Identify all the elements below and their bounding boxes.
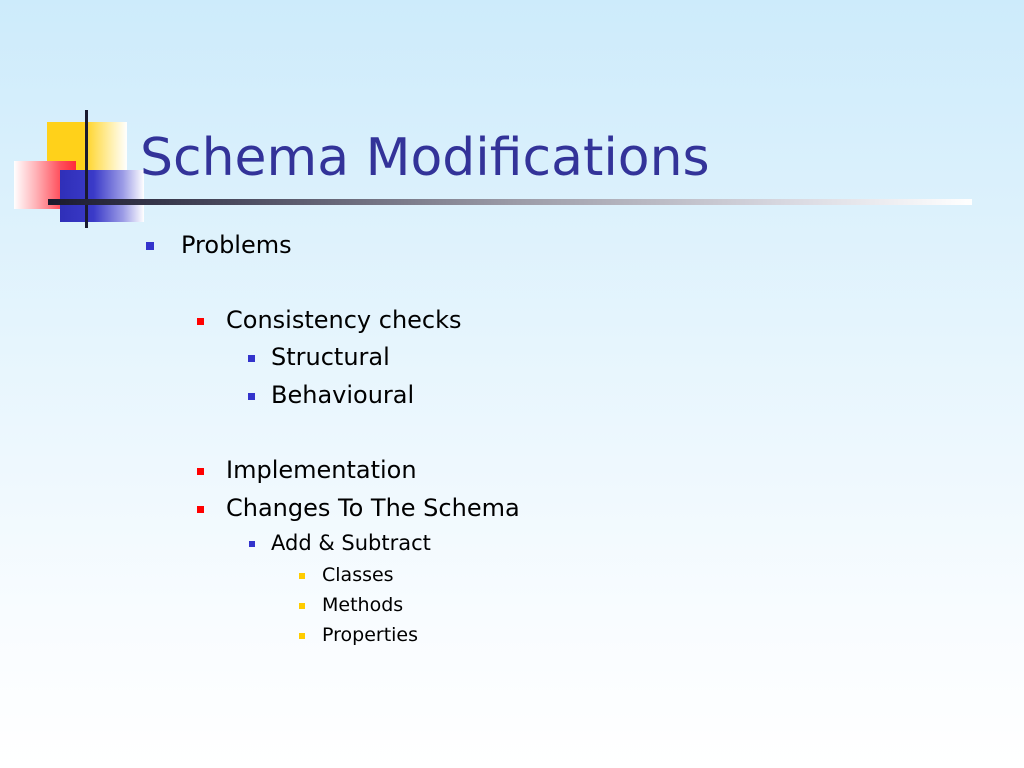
- bullet-add-subtract: [271, 531, 431, 555]
- square-bullet-icon: [197, 318, 204, 325]
- bullet-text: Methods: [322, 594, 404, 616]
- square-bullet-icon: [146, 242, 154, 250]
- bullet-text: Implementation: [226, 456, 417, 484]
- bullet-text: Behavioural: [271, 381, 415, 409]
- bullet-text: Structural: [271, 343, 390, 371]
- blue-square: [60, 170, 144, 222]
- bullet-changes-to-the-schema: [226, 494, 520, 522]
- bullet-methods: [322, 594, 403, 616]
- bullet-classes: [322, 564, 394, 586]
- bullet-problems: [181, 231, 292, 259]
- bullet-text: Problems: [181, 231, 292, 259]
- title-underline: [48, 199, 972, 205]
- bullet-properties: [322, 624, 418, 646]
- vertical-rule: [85, 110, 88, 228]
- square-bullet-icon: [299, 603, 305, 609]
- square-bullet-icon: [249, 541, 255, 547]
- bullet-text: Consistency checks: [226, 306, 462, 334]
- slide-title: Schema Modifications: [140, 128, 710, 188]
- bullet-behavioural: [271, 381, 414, 409]
- bullet-text: Properties: [322, 624, 419, 646]
- bullet-text: Changes To The Schema: [226, 494, 520, 522]
- bullet-structural: [271, 343, 390, 371]
- bullet-implementation: [226, 456, 417, 484]
- bullet-text: Add & Subtract: [271, 531, 431, 555]
- square-bullet-icon: [248, 355, 255, 362]
- square-bullet-icon: [197, 468, 204, 475]
- square-bullet-icon: [197, 506, 204, 513]
- square-bullet-icon: [299, 573, 305, 579]
- bullet-consistency-checks: [226, 306, 462, 334]
- bullet-text: Classes: [322, 564, 394, 586]
- square-bullet-icon: [299, 633, 305, 639]
- square-bullet-icon: [248, 393, 255, 400]
